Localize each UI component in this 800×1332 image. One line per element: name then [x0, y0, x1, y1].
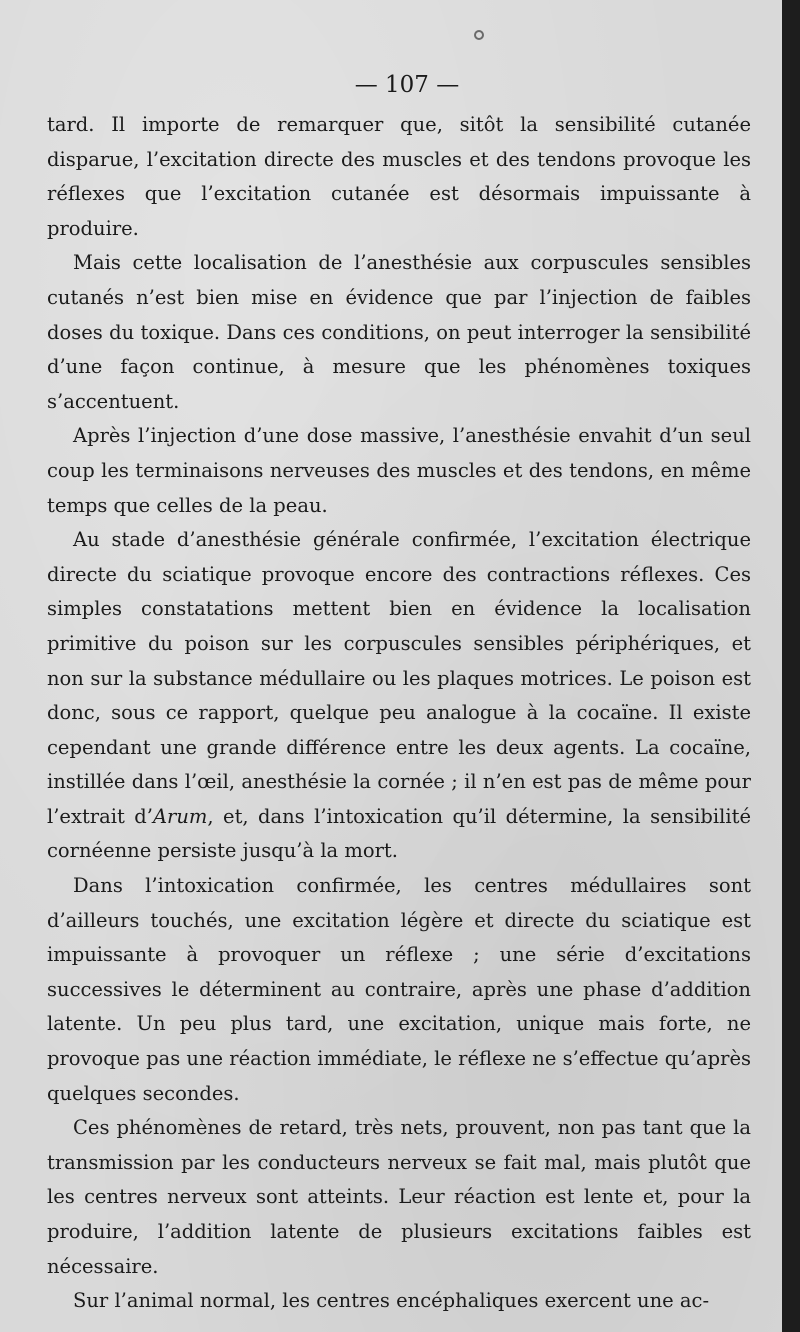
page-body: [47, 108, 751, 1319]
paragraph-2: Mais cette localisation de l’anesthésie aux corpuscules sensibles cutanés n’est bien mise en évidence que par l’injection de faibles doses du toxique. Dans ces conditions, on peut interroger la sensibilité d’une façon continue, à mesure que les phénomènes toxiques s’accentuent.: [47, 251, 751, 413]
paragraph-3: Après l’injection d’une dose massive, l’anesthésie envahit d’un seul coup les terminaisons nerveuses des muscles et des tendons, en même temps que celles de la peau.: [47, 424, 751, 517]
scan-dark-edge: [782, 0, 800, 1332]
paragraph-6: Ces phénomènes de retard, très nets, prouvent, non pas tant que la transmission par les conducteurs nerveux se fait mal, mais plutôt que les centres nerveux sont atteints. Leur réaction est lente et, pour la produire, l’addition latente de plusieurs excitations faibles est nécessaire.: [47, 1116, 751, 1278]
paragraph-7: Sur l’animal normal, les centres encéphaliques exercent une ac-: [73, 1289, 710, 1313]
paragraph-4-end: , et, dans l’intoxication qu’il détermine, la sensibilité cornéenne persiste jusqu’à la mort.: [47, 804, 751, 863]
paragraph-4: [47, 523, 751, 869]
paragraph-4-italic-term: Arum: [152, 804, 208, 828]
paragraph-5: Dans l’intoxication confirmée, les centres médullaires sont d’ailleurs touchés, une excitation légère et directe du sciatique est impuissante à provoquer un réflexe ; une série d’excitations successives le déterminent au contraire, après une phase d’addition latente. Un peu plus tard, une excitation, unique mais forte, ne provoque pas une réaction immédiate, le réflexe ne s’effectue qu’après quelques secondes.: [47, 874, 751, 1105]
paragraph-4-start: Au stade d’anesthésie générale confirmée, l’excitation électrique directe du sciatique provoque encore des contractions réflexes. Ces simples constatations mettent bien en évidence la localisation primitive du poison sur les corpuscules sensibles périphériques, et non sur la substance médullaire ou les plaques motrices. Le poison est donc, sous ce rapport, quelque peu analogue à la cocaïne. Il existe cependant une grande différence entre les deux agents. La cocaïne, instillée dans l’œil, anesthésie la cornée ; il n’en est pas de même pour l’extrait d’: [47, 528, 751, 828]
print-mark-circle: [474, 30, 484, 40]
page-number: — 107 —: [354, 72, 460, 98]
paragraph-1: tard. Il importe de remarquer que, sitôt la sensibilité cutanée disparue, l’excitation directe des muscles et des tendons provoque les réflexes que l’excitation cutanée est désormais impuissante à produire.: [47, 113, 751, 240]
